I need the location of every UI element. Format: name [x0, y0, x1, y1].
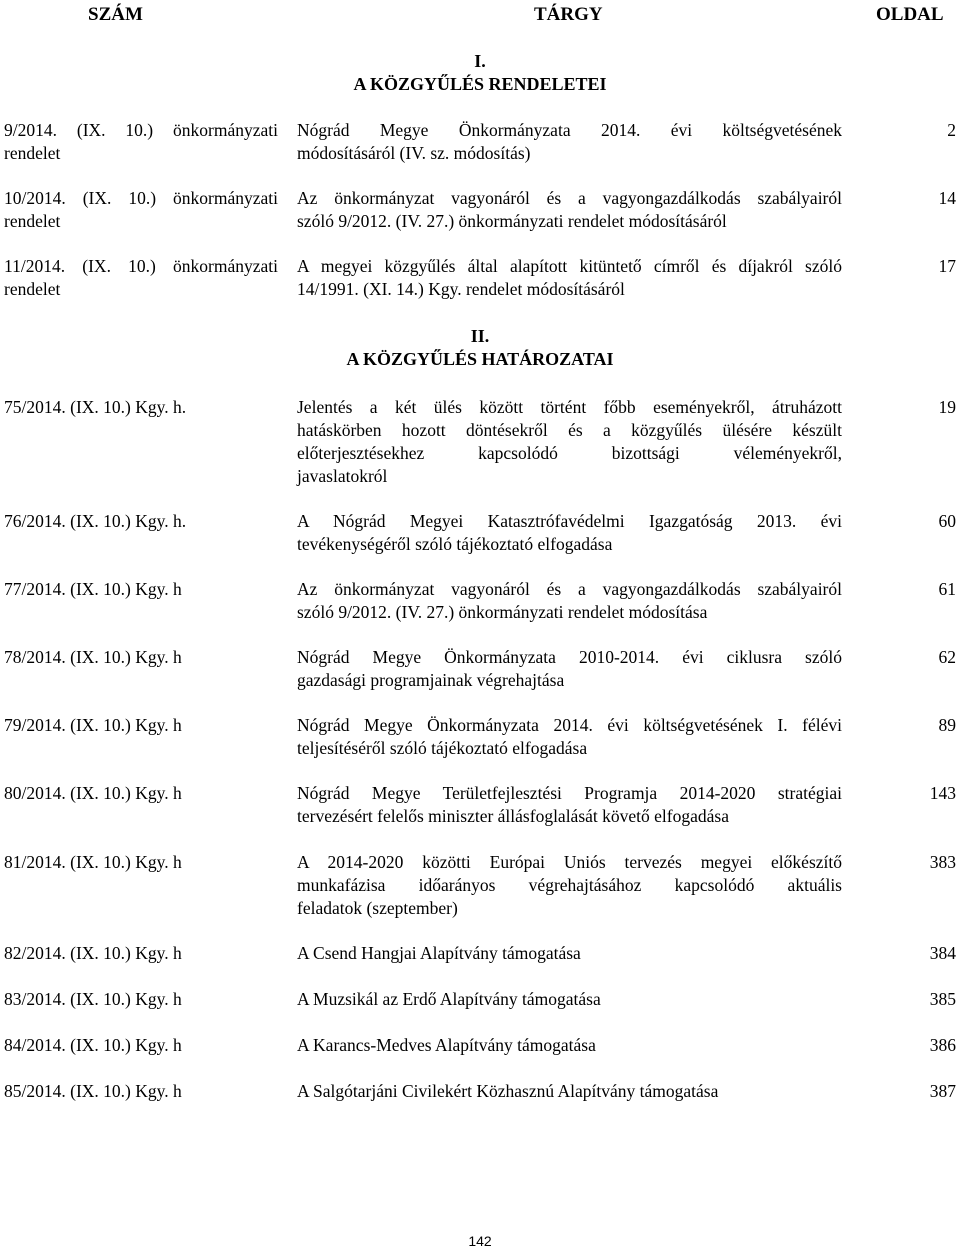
text-line: hatáskörben hozott döntésekről és a közgyűlés ülésére készült: [297, 420, 842, 440]
section-heading-rendeletek: [0, 50, 960, 96]
entry-number: 81/2014. (IX. 10.) Kgy. h: [4, 852, 182, 872]
text-line: 10/2014. (IX. 10.) önkormányzati: [4, 188, 278, 208]
column-header-oldal: OLDAL: [876, 4, 944, 25]
text-line: A megyei közgyűlés által alapított kitüntető címről és díjakról szóló: [297, 256, 842, 276]
entry-page-number: 143: [929, 783, 956, 803]
entry-title: [297, 988, 842, 1011]
entry-page-number: 17: [938, 256, 956, 276]
text-line: gazdasági programjainak végrehajtása: [297, 670, 565, 690]
entry-number: [4, 187, 278, 233]
text-line: feladatok (szeptember): [297, 898, 458, 918]
entry-page-number: 14: [938, 188, 956, 208]
entry-page-number: 19: [938, 397, 956, 417]
text-line: szóló 9/2012. (IV. 27.) önkormányzati rendelet módosításáról: [297, 211, 727, 231]
entry-title: [297, 119, 842, 165]
entry-page-number: 386: [929, 1035, 956, 1055]
text-line: Nógrád Megye Önkormányzata 2014. évi költségvetésének I. félévi: [297, 715, 842, 735]
text-line: Nógrád Megye Önkormányzata 2014. évi költségvetésének: [297, 120, 842, 140]
text-line: munkafázisa időarányos végrehajtásához kapcsolódó aktuális: [297, 875, 842, 895]
entry-number: 76/2014. (IX. 10.) Kgy. h.: [4, 511, 187, 531]
entry-title: [297, 255, 842, 301]
entry-title: [297, 714, 842, 760]
entry-number: 79/2014. (IX. 10.) Kgy. h: [4, 715, 182, 735]
column-header-szam: SZÁM: [88, 4, 143, 25]
section-numeral: II.: [470, 326, 490, 346]
entry-number: 80/2014. (IX. 10.) Kgy. h: [4, 783, 182, 803]
text-line: rendelet: [4, 143, 61, 163]
entry-number: [4, 255, 278, 301]
entry-number: 85/2014. (IX. 10.) Kgy. h: [4, 1081, 182, 1101]
entry-title: [297, 510, 842, 556]
section-title: A KÖZGYŰLÉS RENDELETEI: [353, 74, 607, 94]
page-number: 142: [468, 1233, 492, 1249]
column-header-targy: TÁRGY: [534, 4, 603, 25]
entry-title: [297, 782, 842, 828]
text-line: tevékenységéről szóló tájékoztató elfogadása: [297, 534, 613, 554]
entry-title: [297, 646, 842, 692]
entry-page-number: 383: [929, 852, 956, 872]
section-numeral: I.: [474, 51, 486, 71]
entry-title: [297, 942, 842, 965]
section-heading-hatarozatok: [0, 325, 960, 371]
entry-number: 77/2014. (IX. 10.) Kgy. h: [4, 579, 182, 599]
entry-page-number: 387: [929, 1081, 956, 1101]
entry-number: 84/2014. (IX. 10.) Kgy. h: [4, 1035, 182, 1055]
entry-number: 83/2014. (IX. 10.) Kgy. h: [4, 989, 182, 1009]
text-line: A Nógrád Megyei Katasztrófavédelmi Igazgatóság 2013. évi: [297, 511, 842, 531]
entry-page-number: 384: [929, 943, 956, 963]
text-line: tervezésért felelős miniszter állásfoglalását követő elfogadása: [297, 806, 729, 826]
entry-title: [297, 578, 842, 624]
text-line: teljesítéséről szóló tájékoztató elfogadása: [297, 738, 588, 758]
text-line: Az önkormányzat vagyonáról és a vagyongazdálkodás szabályairól: [297, 579, 842, 599]
text-line: A Csend Hangjai Alapítvány támogatása: [297, 943, 581, 963]
text-line: 11/2014. (IX. 10.) önkormányzati: [4, 256, 278, 276]
entry-page-number: 62: [938, 647, 956, 667]
text-line: Nógrád Megye Területfejlesztési Programja 2014-2020 stratégiai: [297, 783, 842, 803]
text-line: A Salgótarjáni Civilekért Közhasznú Alapítvány támogatása: [297, 1081, 719, 1101]
entry-title: [297, 851, 842, 920]
entry-number: [4, 119, 278, 165]
text-line: A 2014-2020 közötti Európai Uniós tervezés megyei előkészítő: [297, 852, 842, 872]
text-line: 9/2014. (IX. 10.) önkormányzati: [4, 120, 278, 140]
entry-title: [297, 187, 842, 233]
text-line: Jelentés a két ülés között történt főbb eseményekről, átruházott: [297, 397, 842, 417]
section-title: A KÖZGYŰLÉS HATÁROZATAI: [346, 349, 614, 369]
entry-number: 78/2014. (IX. 10.) Kgy. h: [4, 647, 182, 667]
entry-title: [297, 396, 842, 488]
entry-page-number: 2: [947, 120, 956, 140]
text-line: Az önkormányzat vagyonáról és a vagyongazdálkodás szabályairól: [297, 188, 842, 208]
entry-page-number: 385: [929, 989, 956, 1009]
entry-page-number: 60: [938, 511, 956, 531]
entry-page-number: 89: [938, 715, 956, 735]
entry-number: 82/2014. (IX. 10.) Kgy. h: [4, 943, 182, 963]
text-line: szóló 9/2012. (IV. 27.) önkormányzati rendelet módosítása: [297, 602, 708, 622]
text-line: javaslatokról: [297, 466, 388, 486]
text-line: Nógrád Megye Önkormányzata 2010-2014. évi ciklusra szóló: [297, 647, 842, 667]
text-line: A Muzsikál az Erdő Alapítvány támogatása: [297, 989, 601, 1009]
text-line: előterjesztésekhez kapcsolódó bizottsági véleményekről,: [297, 443, 842, 463]
text-line: rendelet: [4, 279, 61, 299]
entry-title: [297, 1080, 842, 1103]
entry-title: [297, 1034, 842, 1057]
text-line: A Karancs-Medves Alapítvány támogatása: [297, 1035, 596, 1055]
text-line: rendelet: [4, 211, 61, 231]
text-line: módosításáról (IV. sz. módosítás): [297, 143, 531, 163]
entry-page-number: 61: [938, 579, 956, 599]
entry-number: 75/2014. (IX. 10.) Kgy. h.: [4, 397, 187, 417]
text-line: 14/1991. (XI. 14.) Kgy. rendelet módosításáról: [297, 279, 625, 299]
